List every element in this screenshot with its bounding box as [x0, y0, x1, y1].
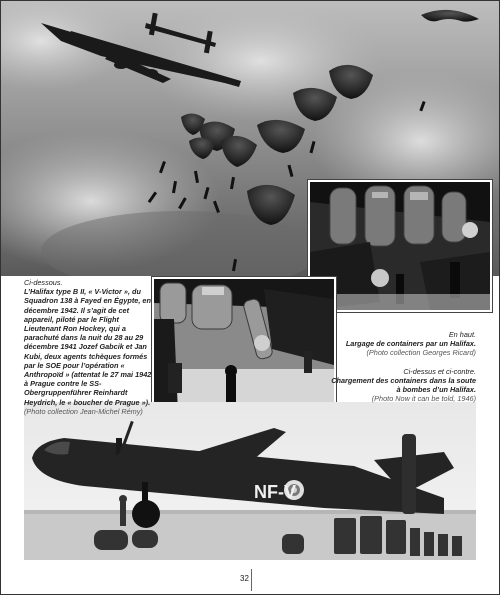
caption-right: [326, 330, 476, 403]
caption-left: [24, 278, 152, 416]
photo-halifax-ground: [24, 402, 476, 560]
caption-right-top-lead: En haut.: [448, 330, 476, 339]
caption-right-bottom-credit: (Photo Now it can be told, 1946): [371, 394, 476, 404]
page-rule: [251, 569, 252, 591]
page-number: 32: [240, 574, 249, 583]
caption-right-top-body: Largage de containers par un Halifax.: [345, 339, 476, 349]
caption-right-bottom-lead: Ci-dessus et ci-contre.: [403, 366, 476, 376]
caption-right-bottom-body: Chargement des containers dans la soute à bombes d’un Halifax.: [331, 375, 476, 395]
caption-left-lead: Ci-dessous.: [24, 278, 63, 287]
caption-left-credit: (Photo collection Jean-Michel Rémy): [24, 406, 143, 416]
caption-left-body: L’Halifax type B II, « V-Victor », du Squadron 138 à Fayed en Égypte, en décembre 1942. Il s’agit de cet appareil, piloté par le Flight Lieutenant Ron Hockey, qui a parachuté dans la nuit du 28 au 29 décembre 1941 Jozef Gabcik et Jan Kubi, deux agents tchèques formés par le SOE pour l’opération « Anthropoïd » (attentat le 27 mai 1942 à Prague contre le SS-Obergruppenführer Reinhardt Heydrich, le « boucher de Prague »).: [24, 287, 152, 407]
aircraft-code: NF-V: [254, 482, 296, 502]
caption-right-top-credit: (Photo collection Georges Ricard): [366, 348, 476, 358]
photo-bomb-bay-loading: [152, 277, 336, 415]
